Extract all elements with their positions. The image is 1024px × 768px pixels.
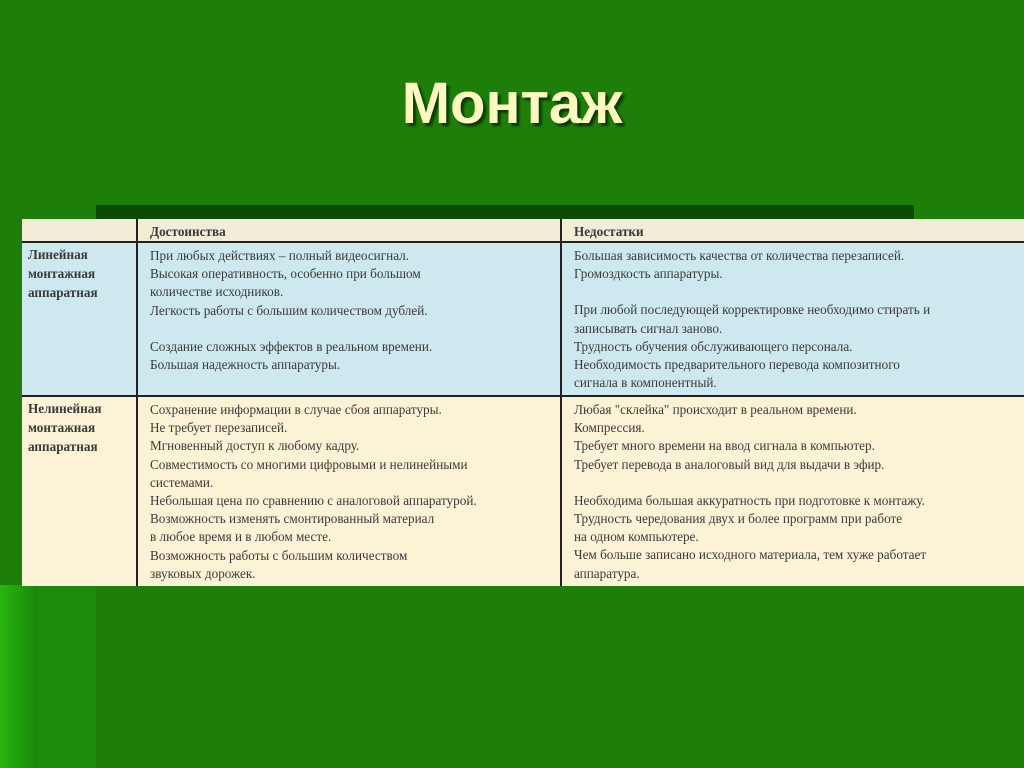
table-header-advantages: Достоинства — [138, 219, 562, 243]
text-line: системами. — [150, 474, 214, 490]
text-line: Сохранение информации в случае сбоя аппаратуры. — [150, 402, 442, 417]
spacer-line — [574, 283, 1018, 301]
table-top-bar — [96, 205, 914, 219]
text-line: количестве исходников. — [150, 284, 284, 300]
text-line: Необходимость предварительного перевода композитного — [574, 357, 900, 373]
text-line: звуковых дорожек. — [150, 565, 256, 581]
text-line: Громоздкость аппаратуры. — [574, 266, 723, 282]
background-decor-stripe — [0, 585, 38, 768]
spacer-line — [150, 320, 554, 338]
cell-linear-advantages — [138, 243, 562, 395]
text-line: сигнала в компонентный. — [574, 375, 717, 391]
row-label-nonlinear-text: Нелинейная монтажная аппаратная — [28, 401, 102, 454]
text-line: Создание сложных эффектов в реальном времени. — [150, 338, 433, 354]
text-line: Трудность обучения обслуживающего персонала. — [574, 338, 853, 354]
text-line: Чем больше записано исходного материала, тем хуже работает — [574, 547, 927, 563]
text-line: Трудность чередования двух и более программ при работе — [574, 511, 903, 527]
text-line: Любая "склейка" происходит в реальном времени. — [574, 402, 857, 417]
text-line: Возможность изменять смонтированный материал — [150, 511, 435, 527]
text-line: Легкость работы с большим количеством дублей. — [150, 302, 428, 318]
text-line: в любое время и в любом месте. — [150, 529, 332, 545]
comparison-table — [22, 219, 1024, 586]
text-line: Большая надежность аппаратуры. — [150, 357, 341, 373]
cell-linear-disadvantages — [562, 243, 1024, 395]
spacer-line — [574, 474, 1018, 492]
text-line: При любых действиях – полный видеосигнал. — [150, 248, 410, 263]
text-line: Возможность работы с большим количеством — [150, 547, 408, 563]
slide-title: Монтаж — [401, 71, 623, 136]
text-line: на одном компьютере. — [574, 529, 699, 545]
text-line: Требует перевода в аналоговый вид для выдачи в эфир. — [574, 456, 885, 472]
text-line: Мгновенный доступ к любому кадру. — [150, 438, 360, 454]
text-line: Большая зависимость качества от количества перезаписей. — [574, 248, 905, 263]
text-line: Компрессия. — [574, 420, 645, 436]
cell-nonlinear-disadvantages — [562, 395, 1024, 586]
text-line: записывать сигнал заново. — [574, 320, 723, 336]
row-label-linear: Линейная монтажная аппаратная — [22, 243, 138, 395]
text-line: Высокая оперативность, особенно при большом — [150, 266, 421, 282]
background-decor-band — [38, 585, 96, 768]
text-line: Не требует перезаписей. — [150, 420, 288, 436]
table-header-empty — [22, 219, 138, 243]
text-line: Совместимость со многими цифровыми и нелинейными — [150, 456, 468, 472]
row-label-nonlinear — [22, 395, 138, 586]
text-line: аппаратура. — [574, 565, 640, 581]
text-line: Небольшая цена по сравнению с аналоговой аппаратурой. — [150, 493, 477, 509]
cell-nonlinear-advantages — [138, 395, 562, 586]
text-line: Необходима большая аккуратность при подготовке к монтажу. — [574, 492, 925, 508]
text-line: При любой последующей корректировке необходимо стирать и — [574, 302, 931, 318]
text-line: Требует много времени на ввод сигнала в компьютер. — [574, 438, 875, 454]
table-header-disadvantages: Недостатки — [562, 219, 1024, 243]
